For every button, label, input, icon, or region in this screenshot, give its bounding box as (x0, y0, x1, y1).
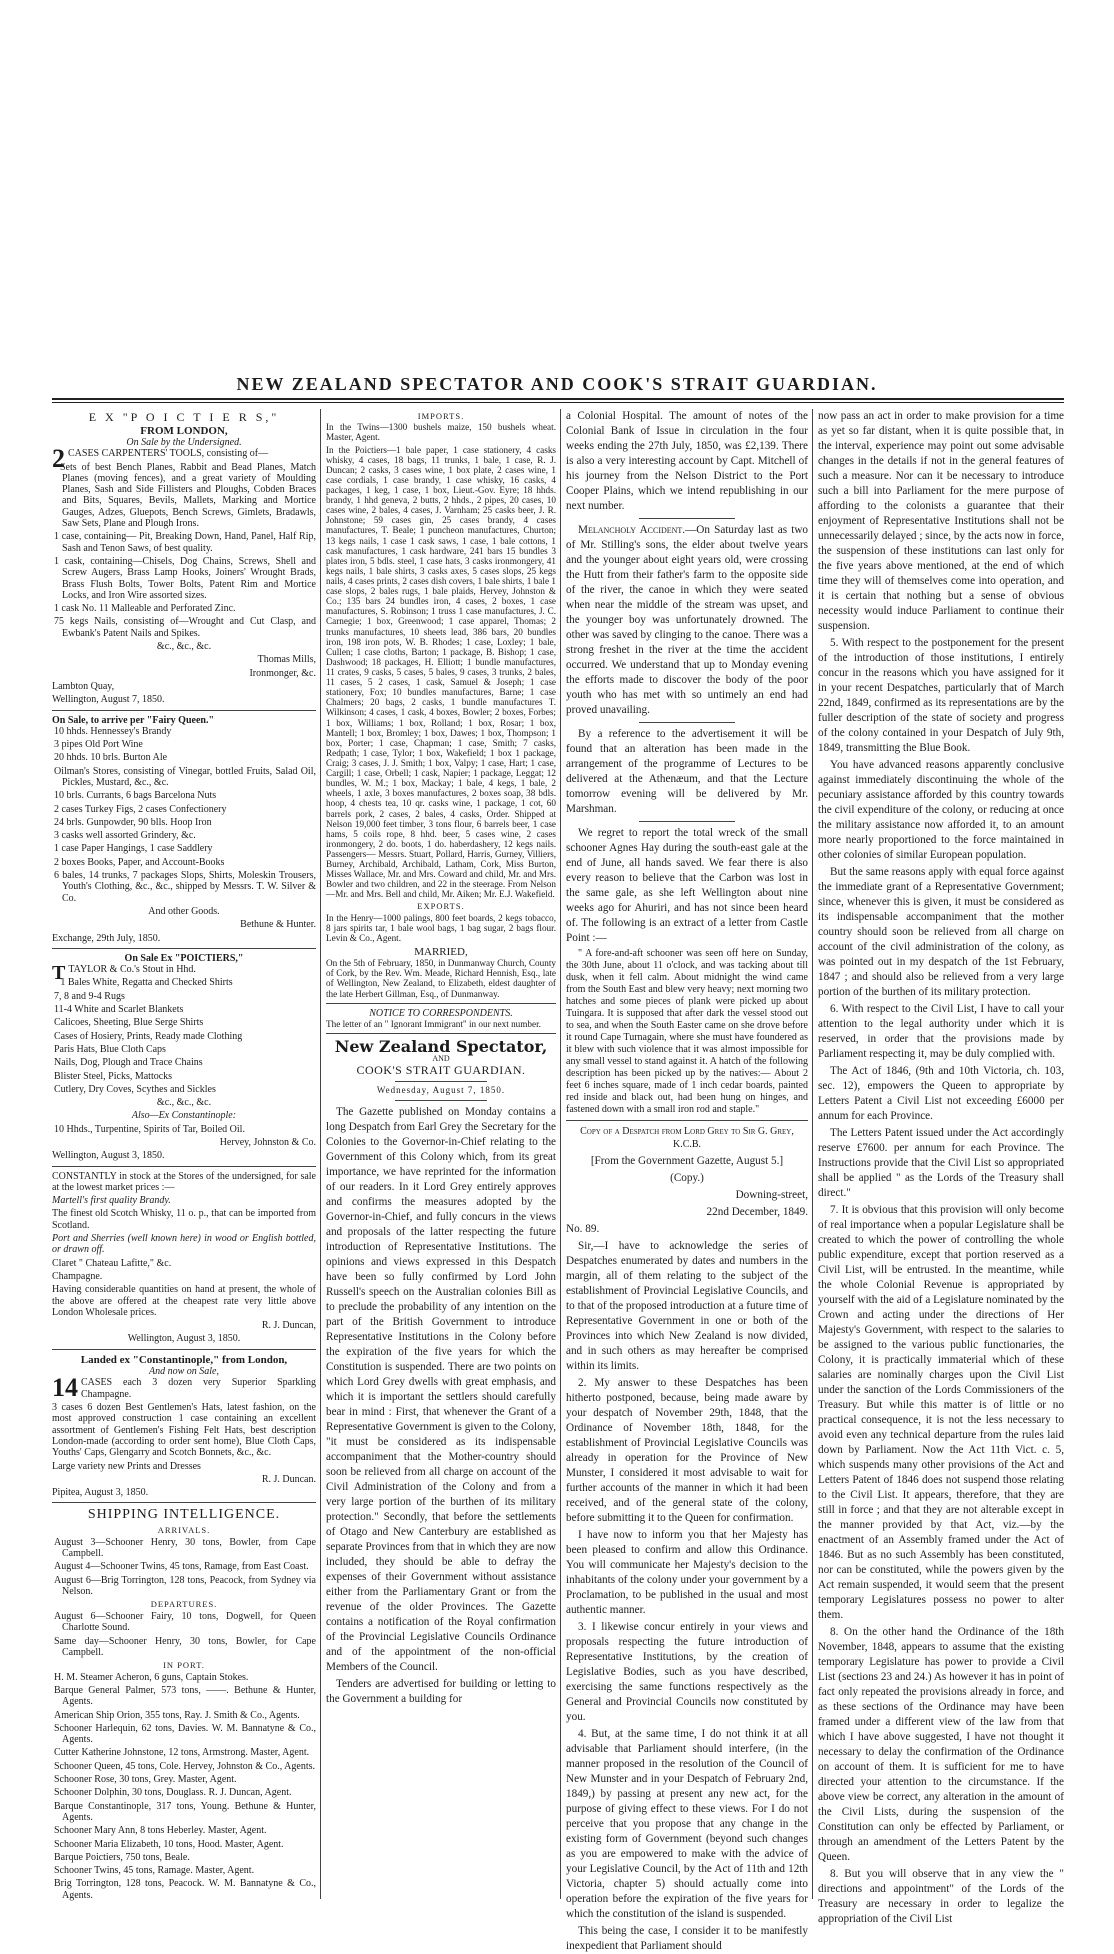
list-item: 20 hhds. 10 brls. Burton Ale (54, 752, 168, 764)
list-item: 1 Bales White, Regatta and Checked Shirts (60, 977, 233, 989)
letter-extract: " A fore-and-aft schooner was seen off here on Sunday, the 30th June, about 11 o'clock, and was tacking about till dusk, when it fell calm. About midnight the wind came from the South East and blew very heavy; next morning two hatches and some pieces of plank were picked up about Tuingara. It is supposed that after dark the vessel stood out to sea, and when the South Easter came on she drove before it round Cape Turnagain, where she must have foundered as it blew with such violence that it was almost impossible for any small vessel to stand against it. A hatch of the following description has been picked up by the natives:— About 2 feet 6 inches square, made of 1 inch cedar boards, painted red inside and black out, had been hung on hinges, and fastened down with a small iron rod and staple." (566, 948, 808, 1115)
divider (566, 1120, 808, 1121)
list-item: 6 bales, 14 trunks, 7 packages Slops, Shirts, Moleskin Trousers, Youth's Clothing, &c., &c., shipped by Messrs. T. W. Silver & Co. (54, 870, 316, 904)
imports-entry: In the Poictiers—1 bale paper, 1 case stationery, 4 casks whisky, 4 cases, 18 bags, 11 trunks, 1 bale, 1 case, R. J. Duncan; 2 casks, 3 cases wine, 1 box plate, 2 cases wine, 1 case cordials, 1 case brandy, 1 case whisky, 16 casks, 4 packages, 1 keg, 1 case, 1 box, Lieut.-Gov. Eyre; 18 hhds. brandy, 1 hhd geneva, 2 butts, 2 hhds., 2 pipes, 20 cases, 10 cases wine, 2 bales, 4 cases, J. Varnham; 25 casks beer, J. R. Johnstone; 59 cases gin, 25 cases brandy, 4 cases manufactures, T. Beale; 1 puncheon manufactures, Churton; 13 kegs nails, 1 case 1 cask saws, 1 case, 1 bale cottons, 1 cask manufactures, 1 cask hardware, 241 bars 15 bundles 3 plates iron, 5 bdls. steel, 1 case hats, 3 casks ironmongery, 41 kegs nails, 1 bale shirts, 3 casks axes, 5 cases slops, 25 kegs nails, 4 cases prints, 2 cases dish covers, 1 bale shirts, 1 bale 1 case slops, 2 bales rugs, 1 bale plaids, Hervey, Johnston & Co.; 135 bars 24 bundles iron, 4 cases, 2 boxes, 1 case manufactures, S. Robinson; 1 truss 1 case manufactures, J. C. Carnegie; 1 box, Greenwood; 1 case apparel, Thomas; 2 trunks manufactures, 10 sheets lead, 386 bars, 20 bundles iron, 198 iron pots, W. B. Rhodes; 1 case, Loxley; 1 bale, Cullen; 1 case cloths, Barton; 1 package, B. Bishop; 1 case, Dashwood; 18 packages, H. Elliott; 1 bundle manufactures, 11 crates, 9 casks, 5 cases, 5 bales, 9 cases, 3 trunks, 2 bales, 11 cases, 5 2 cases, 1 cask, Samuel & Joseph; 1 case stationery, Fox; 10 bundles manufactures, Barne; 1 case Chalmers; 20 bags, 2 casks, 1 bundle manufactures T. Wilkinson; 4 cases, 1 cask, 4 boxes, Bowler; 2 boxes, Forbes; 1 box, Williams; 1 box, Rolland; 1 box, Rosar; 1 box, Mantell; 1 box, Bromley; 1 box, Dawes; 1 box, Thompson; 1 box, Porter; 1 case, Chapman; 1 case, Smith; 7 casks, Redpath; 1 case, Tylor; 1 box, Wakefield; 1 box 1 package, Craig; 3 cases, J. J. Smith; 1 box, Valpy; 1 case, Hart; 1 case, Cargill; 1 case, Orbell; 1 cask, Napier; 1 package, Leggat; 12 bundles, W. M.; 1 box, Mackay; 1 bale, 4 kegs, 1 bale, 2 wheels, 1 axle, 3 boxes manufactures, 2 boxes soap, 38 bdls. hoop, 4 chests tea, 10 qr. casks wine, 1 package, 1 cot, 60 barrels pork, 2 cases, 2 bales, 4 casks, Order. Shipped at Nelson 19,000 feet timber, 3 tons flour, 6 barrels beer, 1 case hams, 5 coils rope, 8 hhd. beer, 5 cases wine, 2 cases ironmongery, 2 do. boots, 1 do. haberdashery, 12 kegs nails. Passengers— Messrs. Stuart, Pollard, Harris, Gurney, Villiers, Burney, Archibald, Archibald, Latham, Cork, Miss Burton, Misses Wallace, Mr. and Mrs. Coward and child, Mr. and Mrs. Bowler and two children, and 22 in the steerage. From Nelson—Mr. and Mrs. Bell and child, Mr. Aiken; Mr. E.J. Wakefield. (326, 444, 556, 900)
ad-etc: &c., &c., &c. (156, 641, 212, 653)
list-item: 3 casks well assorted Grindery, &c. (54, 830, 196, 842)
shipping-entry: August 3—Schooner Henry, 30 tons, Bowler, from Cape Campbell. (54, 1536, 316, 1560)
ad-signature-title: Ironmonger, &c. (249, 667, 316, 679)
shipping-entry: Cutter Katherine Johnstone, 12 tons, Armstrong. Master, Agent. (54, 1747, 310, 1759)
column-1 (52, 409, 316, 1899)
shipping-entry: Schooner Mary Ann, 8 tons Heberley. Master, Agent. (54, 1825, 267, 1837)
divider (639, 821, 736, 822)
ad-item: Claret " Chateau Lafitte," &c. (52, 1257, 172, 1269)
divider (52, 710, 316, 711)
shipping-entry: Schooner Harlequin, 62 tons, Davies. W. M. Bannatyne & Co., Agents. (54, 1722, 316, 1746)
ad-lead: 14 CASES each 3 dozen very Superior Sparkling Champagne. (52, 1373, 316, 1403)
married-notice: On the 5th of February, 1850, in Dunmanway Church, County of Cork, by the Rev. Wm. Meade, Richard Hennish, Esq., late of Wellington, New Zealand, to Elizabeth, eldest daughter of the late Herbert Gillman, Esq., of Dunmanway. (326, 958, 556, 999)
ad-location: Lambton Quay, (52, 680, 115, 692)
ad-item: 1 case, containing— Pit, Breaking Down, Hand, Panel, Half Rip, Sash and Tenon Saws, of best quality. (54, 531, 316, 554)
divider (326, 1003, 556, 1004)
leader-article: The Gazette published on Monday contains a long Despatch from Earl Grey the Secretary for the Colonies to the Governor-in-Chief relating to the Government of this Colony which, from its great importance, we have reprinted for the information of our readers. In it Lord Grey entirely approves and confirms the measures adopted by the Governor-in-Chief, and fully concurs in the views and proposals of the latter respecting the future introduction of Representative Institutions. The opinions and views expressed in this Despatch have been so fully confirmed by Lord John Russell's speech on the Australian colonies Bill as to preclude the probability of any intention on the part of the British Government to introduce Representative Institutions in the Colony before the expiration of the five years for which the Constitution is suspended. There are two points on which Lord Grey dwells with great emphasis, and which it is important the settlers should carefully bear in mind : First, that whenever the Grant of a Representative Government is given to the Colony, "it must be considered as its indispensable accompaniment that the Mother-country should soon be relieved from all charge on account of the Civil Administration of the Colony and from a very large portion of the burthen of its military protection." Secondly, that before the settlements of Otago and New Canterbury are established as separate Provinces from that in which they are now included, they should be able to defray the expenses of their Government without assistance either from the Parliamentary Grant or from the revenue of the older Provinces. The Gazette contains a notification of the Royal confirmation of the Provincial Legislative Councils Ordinance and of the appointment of the non-official Members of the Council. (326, 1106, 556, 1674)
shipping-entry: August 6—Brig Torrington, 128 tons, Peacock, from Sydney via Nelson. (54, 1574, 316, 1598)
list-item: 10 hhds. Hennessey's Brandy (54, 725, 172, 737)
ad-fairy-queen-list (52, 726, 316, 917)
ad-item: Martell's first quality Brandy. (52, 1195, 171, 1207)
divider (639, 722, 736, 723)
despatch-paragraph: 3. I likewise concur entirely in your views and proposals respecting the future introduction of Representative Institutions, by the creation of Legislative Bodies, such as you have described, exercising the same functions respectively as the General and Provincial Councils now constituted by you. (566, 1620, 808, 1723)
ad-signature: Bethune & Hunter. (240, 919, 316, 931)
ad-date: Wellington, August 3, 1850. (127, 1333, 241, 1345)
list-item: Nails, Dog, Plough and Trace Chains (54, 1057, 203, 1069)
list-item: Oilman's Stores, consisting of Vinegar, bottled Fruits, Salad Oil, Pickles, Mustard, &c., &c. (54, 765, 316, 788)
ad-also: Also—Ex Constantinople: (131, 1110, 237, 1122)
shipping-entry: August 4—Schooner Twins, 45 tons, Ramage, from East Coast. (54, 1561, 309, 1573)
ad-constantinople-header: Landed ex "Constantinople," from London, (80, 1353, 288, 1366)
shipping-entry: Barque Constantinople, 317 tons, Young. Bethune & Hunter, Agents. (54, 1800, 316, 1823)
shipping-entry: Schooner Rose, 30 tons, Grey. Master, Agent. (54, 1774, 237, 1786)
ad-poictiers-header: E X "P O I C T I E R S," (88, 410, 280, 424)
despatch-paragraph: You have advanced reasons apparently conclusive against immediately discontinuing the whole of the pecuniary assistance afforded by this country towards the civil expenditure of the colony, or reducing at once the military assistance now afforded it, to an amount more nearly proportioned to the force maintained in other colonies of similar European population. (818, 759, 1064, 861)
ad-item: Having considerable quantities on hand at present, the whole of the above are offered at the cheapest rate very little above London Wholesale prices. (52, 1284, 316, 1318)
ad-from: FROM LONDON, (140, 424, 228, 437)
despatch-paragraph: But the same reasons apply with equal force against the immediate grant of a Representative Government; since, whenever this is given, it must be considered as its indispensable accompaniment that the mother country should soon be relieved from all charge on account of the civil administration of the colony, as was pointed out in my despatch of the 1st February, 1847 ; and should also be relieved from a very large portion of the burthen of its military protection. (818, 866, 1064, 998)
ad-item: The finest old Scotch Whisky, 11 o. p., that can be imported from Scotland. (52, 1208, 316, 1231)
ad-date: Wellington, August 3, 1850. (52, 1150, 165, 1162)
shipping-entry: Brig Torrington, 128 tons, Peacock. W. M. Bannatyne & Co., Agents. (54, 1878, 316, 1901)
despatch-paragraph: 7. It is obvious that this provision will only become of real importance when a popular Legislature shall be created to which the power of controlling the whole public expenditure, except that portion reserved as a Civil List, will be entrusted. In the meantime, while the whole Colonial Revenue is appropriated by yourself with the aid of a Legislature nominated by the Crown and acting under the directions of Her Majesty's Government, with respect to the salaries to be assigned to the various public functionaries, the Colony, it is practically immaterial which of these salaries are nominally charges upon the Civil List under the sanction of the Lords Commissioners of the Treasury. But while this matter is of little or no practical consequence, it is not the less necessary to avoid even any technical departure from the rules laid down by Parliament. Now the Act 11th Vict. c. 5, which suspends many other provisions of the Act and Letters Patent of 1846 does not suspend those relating to the Civil List. It appears, therefore, that they are still in force ; and that they are not alterable except in the manner provided by that Act, viz.—by the enactment of an Assembly framed under the Act of 1846. But as no such Assembly has been constituted, nor can be constituted, while the powers given by the Act remain suspended, it would seem that the present temporary Legislatures possess no power to alter them. (818, 1204, 1064, 1621)
in-port-heading: IN PORT. (163, 1660, 205, 1671)
ad-date: Wellington, August 7, 1850. (52, 694, 165, 706)
despatch-paragraph: now pass an act in order to make provision for a time as yet so far distant, when it is quite possible that, in the interval, experience may point out some advisable changes in the details if not in the general features of such a measure. Nor can it be necessary to introduce such a bill into Parliament for the mere purpose of affording to the colonists a guarantee that their enjoyment of Representative Institutions shall not be unnecessarily delayed ; since, by the acts now in force, the suspension of these institutions can last only for the five years above mentioned, at the end of which time they will of themselves come into operation, and it is certain that nothing but a sense of obvious necessity would induce Parliament to continue their suspension. (818, 410, 1064, 632)
ad-signature: R. J. Duncan, (261, 1320, 316, 1332)
despatch-place: Downing-street, (735, 1188, 808, 1201)
ad-signature: Hervey, Johnston & Co. (219, 1137, 316, 1148)
despatch-date: 22nd December, 1849. (706, 1205, 808, 1218)
ad-duncan-body: CONSTANTLY in stock at the Stores of the undersigned, for sale at the lowest market prices :— (52, 1170, 316, 1193)
list-item: 10 brls. Currants, 6 bags Barcelona Nuts (54, 790, 217, 802)
list-item: &c., &c., &c. (156, 1097, 212, 1109)
imports-heading: IMPORTS. (417, 411, 465, 421)
despatch-paragraph: 8. But you will observe that in any view the " directions and appointment" of the Lords of the Treasury are necessary in order to legalize the appropriation of the Civil List (818, 1868, 1064, 1925)
tenders-paragraph: Tenders are advertised for building or letting to the Government a building for (326, 1678, 556, 1706)
despatch-number: No. 89. (566, 1222, 600, 1235)
ad-sub: And now on Sale, (149, 1366, 219, 1378)
list-item: 11-4 White and Scarlet Blankets (54, 1004, 184, 1016)
list-item: 2 boxes Books, Paper, and Account-Books (54, 856, 225, 868)
imports-entry: In the Twins—1300 bushels maize, 150 bushels wheat. Master, Agent. (326, 422, 556, 443)
exports-entry: In the Henry—1000 palings, 800 feet boards, 2 kegs tobacco, 8 jars spirits tar, 1 bale wool bags, 1 bag sugar, 2 bags flour. Levin & Co., Agent. (326, 912, 556, 944)
shipping-entry: Barque Poictiers, 750 tons, Beale. (54, 1851, 190, 1863)
shipping-entry: Same day—Schooner Henry, 30 tons, Bowler, for Cape Campbell. (54, 1635, 316, 1658)
paper-and: AND (432, 1054, 450, 1064)
masthead-rule-thin (52, 402, 1064, 403)
ad-lead: 2 CASES CARPENTERS' TOOLS, consisting of— (52, 444, 269, 474)
paper-title: New Zealand Spectator, (334, 1036, 548, 1056)
despatch-paragraph: This being the case, I consider it to be manifestly inexpedient that Parliament should (566, 1924, 808, 1952)
ad-item: Large variety new Prints and Dresses (52, 1460, 201, 1472)
column-divider (812, 409, 813, 1899)
ad-fairy-queen-header: On Sale, to arrive per "Fairy Queen." (52, 714, 215, 726)
paper-subtitle: COOK'S STRAIT GUARDIAN. (356, 1063, 526, 1078)
column-divider (320, 409, 321, 1899)
column-divider (560, 409, 561, 1899)
exports-heading: EXPORTS. (417, 901, 465, 912)
despatch-heading: Copy of a Despatch from Lord Grey to Sir G. Grey, K.C.B. (580, 1126, 794, 1151)
despatch-paragraph: 8. On the other hand the Ordinance of the 18th November, 1848, appears to assume that the existing temporary Legislature has power to provide a Civil List (sections 23 and 24.) As however it has in point of fact only repeated the provisions already in force, and as these sections of the Ordinance may have been framed under a different view of the law from that which I have above suggested, I have not thought it necessary to delay the confirmation of the Ordinance on account of them. It is sufficient for me to have directed your attention to the circumstance. If the above view be correct, any alteration in the amount of the Civil Lists, during the suspension of the Constitution can only be effected by Parliament, or through an amendment of the Letters Patent by the Queen. (818, 1626, 1064, 1863)
ad-lead: TTAYLOR & Co.'s Stout in Hhd. (52, 962, 196, 985)
despatch-paragraph: 5. With respect to the postponement for the present of the introduction of those institutions, I entirely concur in the reasons which you have assigned for it in your recent Despatches, particularly that of March 22nd, 1849, confirmed as its representations are by the fuller description of the state of society and progress of the colony contained in your Despatch of July 9th, 1849, transmitting the Blue Book. (818, 637, 1064, 754)
list-item: And other Goods. (148, 905, 220, 917)
list-item: Calicoes, Sheeting, Blue Serge Shirts (54, 1017, 204, 1029)
despatch-copy: (Copy.) (670, 1171, 704, 1184)
despatch-source: [From the Government Gazette, August 5.] (590, 1154, 784, 1167)
list-item: 10 Hhds., Turpentine, Spirits of Tar, Boiled Oil. (54, 1123, 245, 1135)
arrivals-heading: ARRIVALS. (157, 1525, 211, 1536)
despatch-paragraph: Sir,—I have to acknowledge the series of Despatches enumerated by dates and numbers in the margin, all of them relating to the subject of the establishment of Provincial Legislative Councils, and to that of the proposed introduction at a future time of Representative Government in one or both of the Provinces into which New Zealand is now divided, and in such others as may hereafter be comprised within its limits. (566, 1239, 808, 1372)
divider (52, 1502, 316, 1503)
divider (52, 1166, 316, 1167)
ad-body: 3 cases 6 dozen Best Gentlemen's Hats, latest fashion, on the most approved construction 1 case containing an excellent assortment of Gentlemen's Fishing Felt Hats, best description London-made (according to order sent home), Blue Cloth Caps, Youths' Caps, Glengarry and Scotch Bonnets, &c., &c. (52, 1402, 316, 1459)
list-item: 24 brls. Gunpowder, 90 blls. Hoop Iron (54, 816, 212, 828)
despatch-paragraph: 2. My answer to these Despatches has been hitherto postponed, because, being made aware by your despatch of November 29th, 1848, that the Ordinance of November 18th, 1848, for the establishment of Provincial Legislative Councils was already in operation for the Province of New Munster, I considered it most advisable to wait for further accounts of the manner in which it had been received, and of the general state of the colony, before submitting it to the Queen for confirmation. (566, 1376, 808, 1524)
divider (639, 518, 736, 519)
ad-signature: R. J. Duncan. (261, 1473, 316, 1485)
ad-signature: Thomas Mills, (257, 654, 316, 666)
list-item: 1 case Paper Hangings, 1 case Saddlery (54, 843, 213, 855)
column-4 (818, 409, 1064, 1925)
notice-text: The letter of an " Ignorant Immigrant" in our next number. (326, 1018, 541, 1029)
despatch-paragraph: The Act of 1846, (9th and 10th Victoria, ch. 103, sec. 12), empowers the Queen to appropriate by Letters Patent a Civil List not exceeding £6000 per annum for each Province. (818, 1065, 1064, 1122)
ad-item: Champagne. (52, 1270, 103, 1282)
page-title: NEW ZEALAND SPECTATOR AND COOK'S STRAIT GUARDIAN. (236, 374, 878, 394)
ad-date: Pipitea, August 3, 1850. (52, 1487, 149, 1499)
masthead-rule (52, 398, 1064, 400)
despatch-paragraph: The Letters Patent issued under the Act accordingly reserve £7600. per annum for each Province. The Instructions provide that the Civil List so appropriated shall be applied " as the Lords of the Treasury shall direct." (818, 1127, 1064, 1199)
ad-item: Port and Sherries (well known here) in wood or English bottled, or drawn off. (52, 1233, 316, 1256)
divider (326, 1033, 556, 1034)
shipping-entry: August 6—Schooner Fairy, 10 tons, Dogwell, for Queen Charlotte Sound. (54, 1610, 316, 1634)
ad-poictiers-sale-header: On Sale Ex "POICTIERS," (124, 952, 244, 964)
notice-heading: NOTICE TO CORRESPONDENTS. (369, 1007, 513, 1019)
list-item: Paris Hats, Blue Cloth Caps (54, 1043, 166, 1055)
shipping-entry: American Ship Orion, 355 tons, Ray. J. Smith & Co., Agents. (54, 1709, 300, 1721)
list-item: Blister Steel, Picks, Mattocks (54, 1070, 173, 1082)
divider (52, 1349, 316, 1350)
list-item: Cutlery, Dry Coves, Scythes and Sickles (54, 1083, 216, 1095)
wreck-paragraph: We regret to report the total wreck of the small schooner Agnes Hay during the south-east gale at the end of June, all hands saved. We fear there is also every reason to believe that the Carbon was lost in the same gale, as she left Wellington about nine weeks ago for Ahuriri, and has not since been heard of. The following is an extract of a letter from Castle Point :— (566, 827, 808, 944)
drop-number: 14 (52, 1373, 78, 1403)
list-item: 2 cases Turkey Figs, 2 cases Confectionery (54, 803, 227, 815)
shipping-entry: Schooner Twins, 45 tons, Ramage. Master, Agent. (54, 1865, 255, 1877)
melancholy-accident: Melancholy Accident.—On Saturday last as two of Mr. Stilling's sons, the elder about twelve years and the younger about eight years old, were crossing the Hutt from their father's farm to the opposite side of the river, the canoe in which they were seated when near the middle of the stream was upset, and the younger boy was unfortunately drowned. The other was saved by clinging to the canoe. There was a strong freshet in the river at the time the accident occurred. We understand that up to Monday evening the efforts made to discover the body of the poor youth who has met with so untimely an end had proved unavailing. (566, 524, 808, 716)
ad-item: 1 cask, containing—Chisels, Dog Chains, Screws, Shell and Screw Augers, Brass Lamp Hooks, Joiners' Wrought Brads, Brass Flush Bolts, Tower Bolts, Patent Rim and Mortice Locks, and Iron Wire assorted sizes. (54, 555, 316, 601)
shipping-entry: Schooner Dolphin, 30 tons, Douglass. R. J. Duncan, Agent. (54, 1787, 292, 1799)
divider (395, 1081, 487, 1082)
despatch-paragraph: I have now to inform you that her Majesty has been pleased to confirm and allow this Ordinance. You will communicate her Majesty's decision to the inhabitants of the colony under your government by a Proclamation, to be published in the usual and most authentic manner. (566, 1528, 808, 1616)
ad-item: 75 kegs Nails, consisting of—Wrought and Cut Clasp, and Ewbank's Patent Nails and Spikes. (54, 616, 316, 639)
departures-heading: DEPARTURES. (150, 1599, 218, 1610)
ad-date: Exchange, 29th July, 1850. (52, 932, 161, 944)
shipping-entry: Schooner Queen, 45 tons, Cole. Hervey, Johnston & Co., Agents. (54, 1760, 315, 1772)
despatch-paragraph: 6. With respect to the Civil List, I have to call your attention to the legal authority under which it is reserved, in order that the provisions made by Parliament respecting it, may be duly complied with. (818, 1003, 1064, 1060)
shipping-entry: H. M. Steamer Acheron, 6 guns, Captain Stokes. (54, 1671, 249, 1683)
lecture-paragraph: By a reference to the advertisement it will be found that an alteration has been made in the arrangement of the programme of Lectures to be delivered at the Athenæum, and that the Lecture tomorrow evening will be delivered by Mr. Marshman. (566, 728, 808, 815)
ad-item: Sets of best Bench Planes, Rabbit and Bead Planes, Match Planes (moving fences), and a great variety of Moulding Planes, Sash and Side Fillisters and Ploughs, Cobden Braces and Bits, Squares, Bevils, Mallets, Marking and Mortice Gauges, Adzes, Gluepots, Bench Screws, Gimlets, Bradawls, Saw Sets, Plane and Plough Irons. (60, 461, 316, 530)
shipping-entry: Barque General Palmer, 573 tons, ——. Bethune & Hunter, Agents. (54, 1685, 316, 1708)
shipping-heading: SHIPPING INTELLIGENCE. (87, 1507, 281, 1523)
ad-item: 1 cask No. 11 Malleable and Perforated Zinc. (54, 603, 236, 615)
divider (52, 948, 316, 949)
divider (395, 1100, 487, 1101)
shipping-entry: Schooner Maria Elizabeth, 10 tons, Hood. Master, Agent. (54, 1838, 284, 1850)
married-heading: MARRIED, (414, 946, 468, 959)
list-item: Cases of Hosiery, Prints, Ready made Clothing (54, 1030, 243, 1042)
list-item: 3 pipes Old Port Wine (54, 739, 143, 751)
ad-sale: On Sale by the Undersigned. (126, 436, 242, 448)
paper-date: Wednesday, August 7, 1850. (376, 1085, 506, 1096)
column-2 (326, 409, 556, 1899)
list-item: 7, 8 and 9-4 Rugs (54, 990, 125, 1002)
article-paragraph: a Colonial Hospital. The amount of notes of the Colonial Bank of Issue in circulation in the four weeks ending the 27th July, 1850, was £2,139. There is also a very interesting account by Capt. Mitchell of his journey from the Nelson District to the Port Cooper Plains, which we intend republishing in our next number. (566, 410, 808, 512)
column-3 (566, 409, 808, 1952)
despatch-paragraph: 4. But, at the same time, I do not think it at all advisable that Parliament should interfere, (in the manner proposed in the resolution of the Council of New Munster and in your Despatch of February 2nd, 1849,) by passing at present any new act, for the purpose of giving effect to these views. For I do not perceive that you propose that any change in the existing form of Government (beyond such changes as you are empowered to make with the advice of your Legislative Council, by the Act of 11th and 12th Victoria, chapter 5) should actually come into operation before the expiration of the five years for which the constitution of the island is suspended. (566, 1727, 808, 1920)
drop-number: 2 (52, 444, 65, 474)
